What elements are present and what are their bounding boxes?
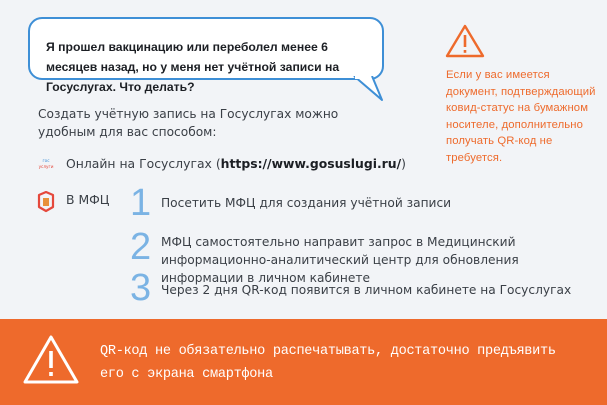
option-online <box>66 156 406 171</box>
gosuslugi-link[interactable]: https://www.gosuslugi.ru/ <box>220 156 402 171</box>
svg-text:гос: гос <box>42 158 50 163</box>
question-bubble <box>28 17 384 94</box>
option-online-suffix: ) <box>401 156 406 171</box>
warning-triangle-icon <box>22 334 80 386</box>
option-mfc-label: В МФЦ <box>66 192 110 207</box>
bubble-tail <box>352 76 386 102</box>
step-number-3: 3 <box>130 267 152 309</box>
step-text-3: Через 2 дня QR-код появится в личном кабинете на Госуслугах <box>161 283 572 297</box>
step-number-2: 2 <box>130 226 152 268</box>
step-text-1: Посетить МФЦ для создания учётной записи <box>161 196 452 210</box>
mfc-logo-icon <box>36 191 56 213</box>
gosuslugi-logo-icon <box>34 155 58 173</box>
footer-banner <box>0 319 607 405</box>
step-text-2: МФЦ самостоятельно направит запрос в Медицинский информационно-аналитический центр для обновления информации в личном кабинете <box>161 235 519 285</box>
footer-text: QR-код не обязательно распечатывать, достаточно предъявить его с экрана смартфона <box>100 344 556 382</box>
question-text: Я прошел вакцинацию или переболел менее 6 месяцев назад, но у меня нет учётной записи на Госуслугах. Что делать? <box>46 40 340 94</box>
option-online-prefix: Онлайн на Госуслугах ( <box>66 156 221 171</box>
warning-triangle-icon <box>445 24 485 58</box>
step-number-1: 1 <box>130 182 152 224</box>
intro-text: Создать учётную запись на Госуслугах можно удобным для вас способом: <box>38 107 339 139</box>
svg-text:услуги: услуги <box>38 164 54 169</box>
side-note: Если у вас имеется документ, подтверждающий ковид-статус на бумажном носителе, дополнительно получать QR-код не требуется. <box>446 69 596 164</box>
